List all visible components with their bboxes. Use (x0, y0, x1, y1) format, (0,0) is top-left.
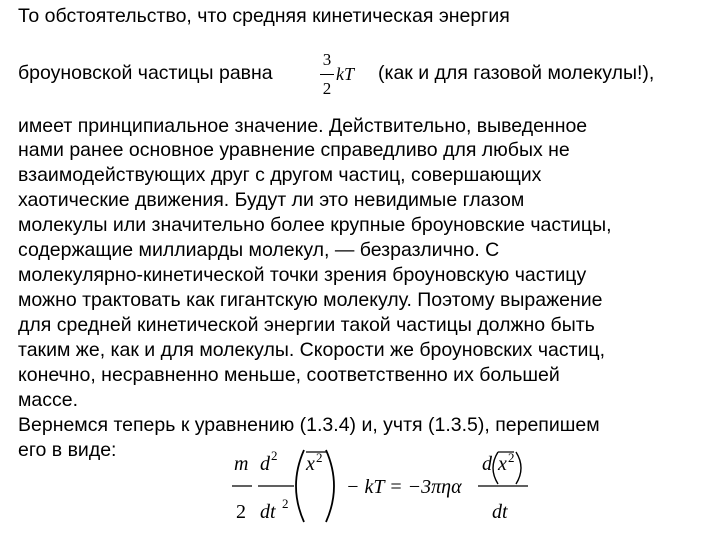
paragraph-line: Вернемся теперь к уравнению (1.3.4) и, учтя (1.3.5), перепишем (18, 414, 600, 436)
eq-dt2-exp: 2 (282, 496, 289, 511)
paragraph-line: хаотические движения. Будут ли это невидимые глазом (18, 189, 525, 211)
paragraph-line: содержащие миллиарды молекул, — безразлично. С (18, 239, 500, 261)
eq-d: d (482, 453, 492, 475)
eq-x-2: x (498, 453, 507, 475)
eq-left-paren (296, 450, 304, 522)
eq-x-exp: 2 (316, 450, 323, 465)
text-line-2-before: броуновской частицы равна (18, 62, 273, 84)
eq-d2-exp: 2 (271, 448, 278, 463)
inline-fraction-formula (316, 50, 354, 102)
eq-dt: dt (492, 501, 508, 523)
paragraph-line: молекулярно-кинетической точки зрения броуновскую частицу (18, 264, 587, 286)
paragraph-line: для средней кинетической энергии такой частицы должно быть (18, 314, 595, 336)
eq-m: m (234, 453, 249, 475)
fraction-bar (320, 74, 334, 75)
eq-x: x (306, 453, 315, 475)
paragraph-line: молекулы или значительно более крупные броуновские частицы, (18, 214, 612, 236)
eq-d2: d (260, 453, 270, 475)
eq-right-paren (326, 450, 334, 522)
fraction-denominator: 2 (322, 79, 332, 98)
text-line-2 (18, 61, 273, 85)
paragraph-line: массе. (18, 389, 79, 411)
fraction-numerator: 3 (322, 50, 332, 69)
eq-two: 2 (236, 501, 246, 523)
eq-x-2-exp: 2 (508, 450, 515, 465)
paragraph-line: его в виде: (18, 439, 117, 461)
eq-small-right-paren (516, 452, 521, 484)
display-equation (230, 440, 530, 535)
paragraph-line: имеет принципиальное значение. Действительно, выведенное (18, 115, 588, 137)
paragraph-line: можно трактовать как гигантскую молекулу. Поэтому выражение (18, 289, 603, 311)
eq-middle: − kT = −3πηα (346, 476, 462, 498)
eq-dt2: dt (260, 501, 276, 523)
paragraph-line: взаимодействующих друг с другом частиц, совершающих (18, 164, 542, 186)
formula-kT: kT (336, 64, 354, 84)
paragraph-line: таким же, как и для молекулы. Скорости же броуновских частиц, (18, 339, 605, 361)
paragraph-line: нами ранее основное уравнение справедливо для любых не (18, 139, 570, 161)
paragraph-line: конечно, несравненно меньше, соответственно их большей (18, 364, 560, 386)
text-line-2-after: (как и для газовой молекулы!), (378, 62, 655, 84)
text-line-1: То обстоятельство, что средняя кинетическая энергия (18, 5, 510, 27)
